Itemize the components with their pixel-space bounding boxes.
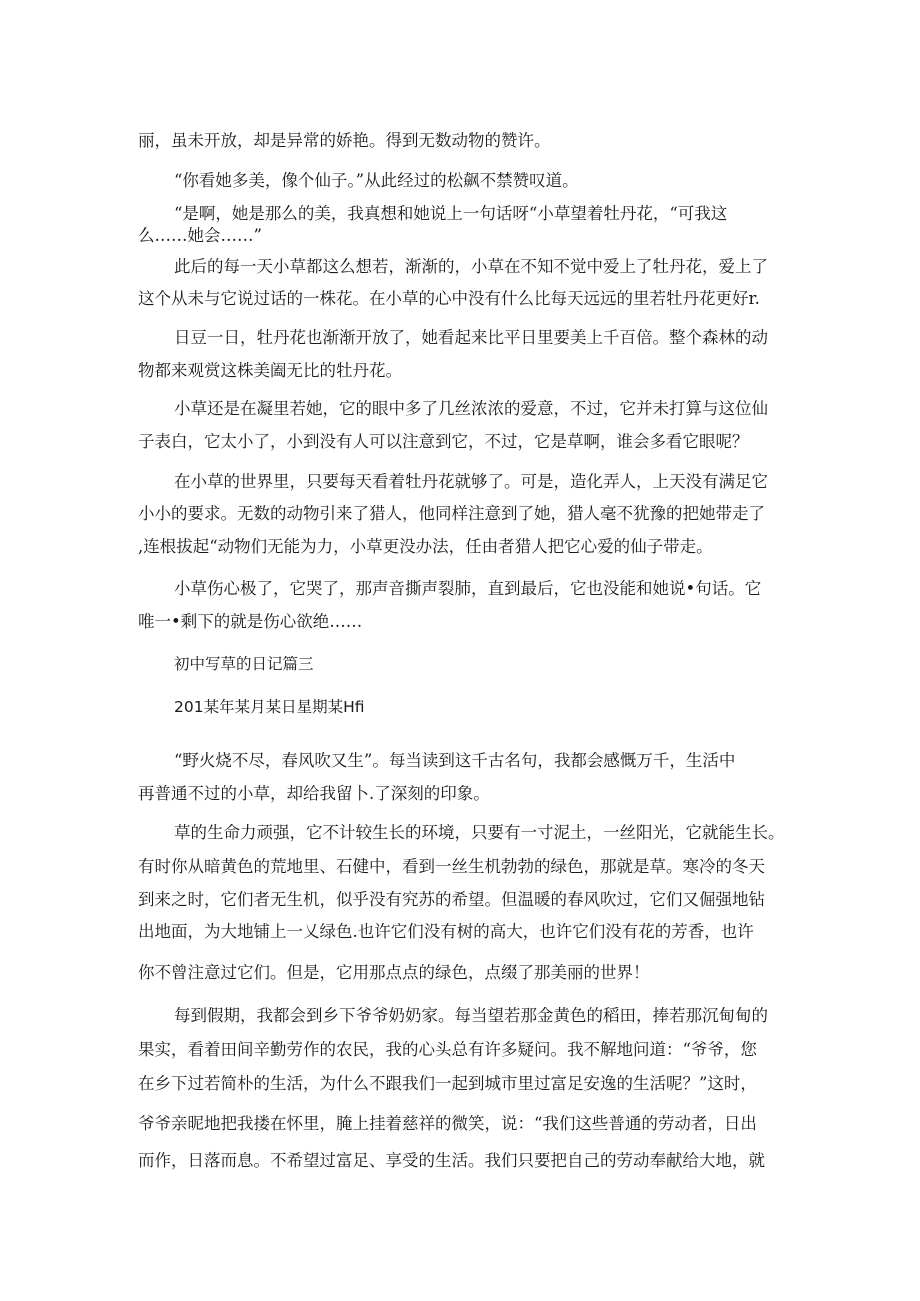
text-line: 小小的要求。无数的动物引来了猎人，他同样注意到了她，猎人毫不犹豫的把她带走了 [138, 504, 765, 523]
text-line: 丽，虽未开放，却是异常的娇艳。得到无数动物的赞许。 [138, 131, 551, 150]
section-heading: 初中写草的日记篇三 [174, 655, 314, 673]
text-line: 唯一•剩下的就是伤心欲绝…… [138, 612, 363, 631]
text-line: “你看她多美，像个仙子。”从此经过的松飙不禁赞叹道。 [174, 171, 579, 190]
text-line: 果实，看着田间辛勤劳作的农民，我的心头总有许多疑问。我不解地问道：“爷爷，您 [138, 1040, 757, 1059]
text-line: ,连根拔起“动物们无能为力，小草更没办法，任由者猎人把它心爱的仙子带走。 [138, 537, 713, 556]
text-line: 再普通不过的小草，却给我留卜.了深刻的印象。 [138, 784, 490, 803]
text-line: 每到假期，我都会到乡下爷爷奶奶家。每当望若那金黄色的稻田，捧若那沉甸甸的 [174, 1006, 768, 1025]
text-line: 出地面，为大地铺上一乂绿色.也许它们没有树的高大，也许它们没有花的芳香，也许 [138, 922, 754, 941]
text-line: 爷爷亲昵地把我搂在怀里，腌上挂着慈祥的微笑，说：“我们这些普通的劳动者，日出 [138, 1114, 757, 1133]
text-line: 日豆一日，牡丹花也渐渐开放了，她看起来比平日里要美上千百倍。整个森林的动 [174, 328, 768, 347]
text-line: 而作，日落而息。不希望过富足、享受的生活。我们只要把自己的劳动奉献给大地，就 [138, 1151, 765, 1170]
text-line: 这个从未与它说过话的一株花。在小草的心中没有什么比每天远远的里若牡丹花更好r. [138, 289, 760, 308]
text-line: 在小草的世界里，只要每天看着牡丹花就够了。可是，造化弄人，上天没有满足它 [174, 472, 768, 491]
text-line: “野火烧不尽，春风吹又生”。每当读到这千古名句，我都会感慨万千，生活中 [174, 751, 736, 770]
text-line: “是啊，她是那么的美，我真想和她说上一句话呀“小草望着牡丹花，“可我这 [174, 204, 728, 223]
text-line: 么……她会……” [138, 226, 262, 245]
text-line: 子表白，它太小了，小到没有人可以注意到它，不过，它是草啊，谁会多看它眼呢？ [138, 432, 749, 451]
text-line: 物都来观赏这株美阖无比的牡丹花。 [138, 361, 402, 380]
text-line: 草的生命力顽强，它不计较生长的环境，只要有一寸泥土，一丝阳光，它就能生长。 [174, 823, 785, 842]
text-line: 小草伤心极了，它哭了，那声音撕声裂肺，直到最后，它也没能和她说•句话。它 [174, 579, 762, 598]
text-line: 在乡下过若简朴的生活，为什么不跟我们一起到城市里过富足安逸的生活呢？”这时， [138, 1074, 757, 1093]
text-line: 小草还是在凝里若她，它的眼中多了几丝浓浓的爱意，不过，它并未打算与这位仙 [174, 399, 768, 418]
text-line: 有时你从暗黄色的荒地里、石健中，看到一丝生机勃勃的绿色，那就是草。寒冷的冬天 [138, 857, 765, 876]
text-line: 此后的每一天小草都这么想若，渐渐的，小草在不知不觉中爱上了牡丹花，爱上了 [174, 257, 768, 276]
text-line: 你不曾注意过它们。但是，它用那点点的绿色，点缀了那美丽的世界！ [138, 963, 650, 982]
text-line: 到来之时，它们者无生机，似乎没有究苏的希望。但温暖的春风吹过，它们又倔强地钻 [138, 890, 765, 909]
diary-date: 201某年某月某日星期某Hfi [174, 698, 365, 716]
